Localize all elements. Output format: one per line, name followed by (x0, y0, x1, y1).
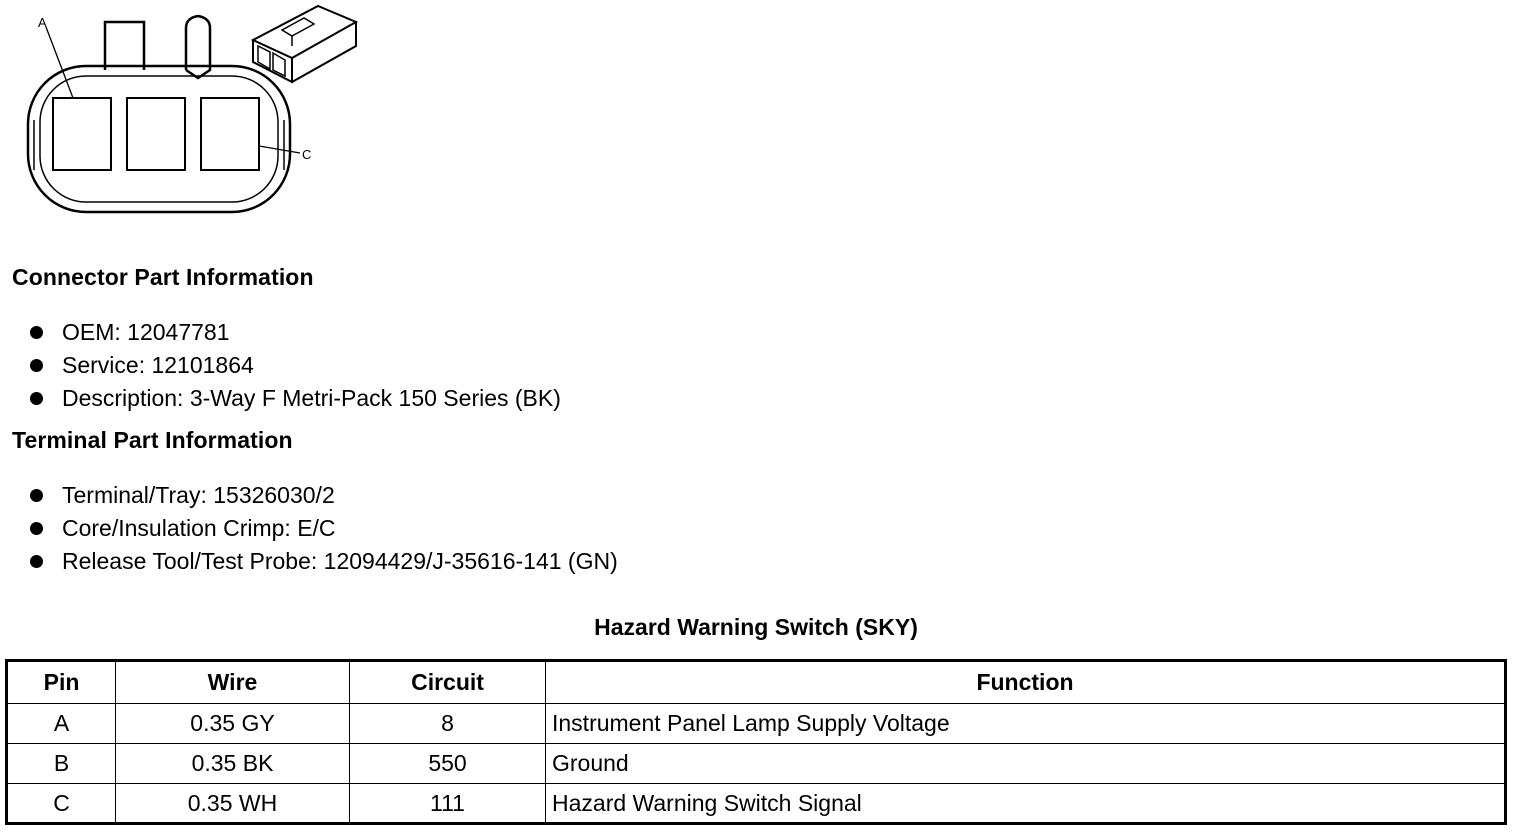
connector-inner-body (40, 76, 278, 202)
table-title: Hazard Warning Switch (SKY) (594, 614, 918, 640)
leader-line-c (259, 146, 300, 153)
table-header-row (7, 661, 1506, 704)
list-item: Core/Insulation Crimp: E/C (28, 512, 618, 545)
list-item: Description: 3-Way F Metri-Pack 150 Series (BK) (28, 382, 561, 415)
bullet-icon (30, 522, 43, 535)
cell-pin: A (7, 704, 116, 744)
cell-wire: 0.35 WH (116, 784, 350, 824)
column-header-wire: Wire (116, 661, 350, 704)
cell-pin: B (7, 744, 116, 784)
pin-label-a: A (38, 15, 47, 30)
list-item: Service: 12101864 (28, 349, 561, 382)
list-item: Terminal/Tray: 15326030/2 (28, 479, 618, 512)
table-row (7, 704, 1506, 744)
cell-circuit: 8 (350, 704, 546, 744)
terminal-cavity-b (127, 98, 185, 170)
column-header-circuit: Circuit (350, 661, 546, 704)
column-header-function: Function (546, 661, 1506, 704)
cell-circuit: 550 (350, 744, 546, 784)
connector-outer-body (28, 66, 290, 212)
table-row (7, 744, 1506, 784)
cell-function: Hazard Warning Switch Signal (546, 784, 1506, 824)
cell-circuit: 111 (350, 784, 546, 824)
connector-key-tab (186, 16, 210, 78)
connector-info-heading: Connector Part Information (12, 264, 314, 290)
connector-diagram (0, 0, 380, 225)
connector-isometric-icon (253, 6, 356, 82)
connector-info-list (28, 316, 561, 415)
cell-function: Ground (546, 744, 1506, 784)
terminal-info-list (28, 479, 618, 578)
bullet-icon (30, 489, 43, 502)
pin-label-c: C (302, 147, 312, 162)
cell-function: Instrument Panel Lamp Supply Voltage (546, 704, 1506, 744)
leader-line-a (46, 27, 73, 98)
bullet-icon (30, 392, 43, 405)
pinout-table (5, 659, 1507, 825)
connector-latch-tab (105, 22, 144, 70)
bullet-icon (30, 359, 43, 372)
bullet-icon (30, 555, 43, 568)
column-header-pin: Pin (7, 661, 116, 704)
terminal-cavity-c (201, 98, 259, 170)
cell-wire: 0.35 GY (116, 704, 350, 744)
bullet-icon (30, 326, 43, 339)
list-item: Release Tool/Test Probe: 12094429/J-35616-141 (GN) (28, 545, 618, 578)
terminal-cavity-a (53, 98, 111, 170)
cell-pin: C (7, 784, 116, 824)
table-row (7, 784, 1506, 824)
cell-wire: 0.35 BK (116, 744, 350, 784)
terminal-info-heading: Terminal Part Information (12, 427, 293, 453)
list-item: OEM: 12047781 (28, 316, 561, 349)
